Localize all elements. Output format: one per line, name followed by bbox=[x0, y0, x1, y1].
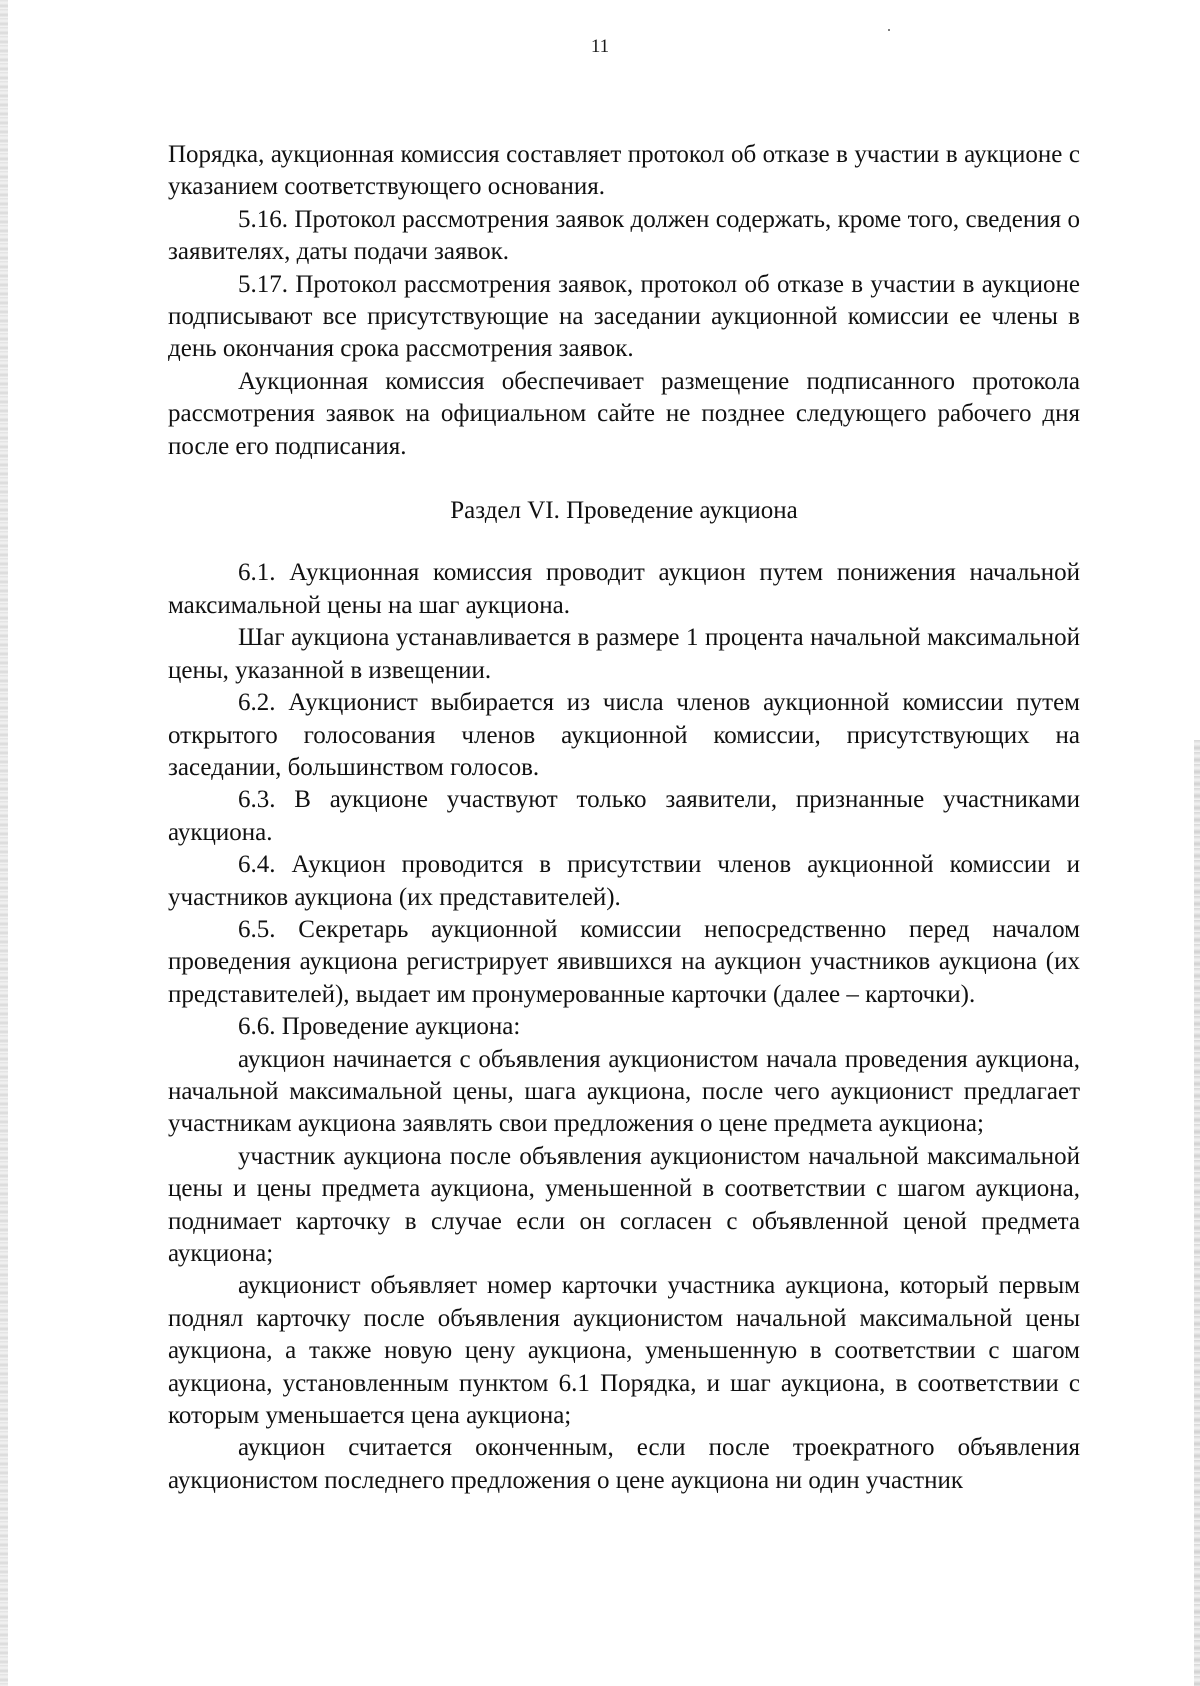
paragraph-participant-card: участник аукциона после объявления аукционистом начальной максимальной цены и цены предмета аукциона, уменьшенной в соответствии с шагом аукциона, поднимает карточку в случае если он согласен с объявленной ценой предмета аукциона; bbox=[168, 1142, 1080, 1267]
paragraph-auction-step: Шаг аукциона устанавливается в размере 1 процента начальной максимальной цены, указанной в извещении. bbox=[168, 624, 1080, 684]
document-body bbox=[168, 139, 1080, 1497]
paragraph-6-4: 6.4. Аукцион проводится в присутствии членов аукционной комиссии и участников аукциона (их представителей). bbox=[168, 851, 1080, 911]
page-number: 11 bbox=[590, 36, 610, 57]
paragraph-commission-publication: Аукционная комиссия обеспечивает размещение подписанного протокола рассмотрения заявок на официальном сайте не позднее следующего рабочего дня после его подписания. bbox=[168, 367, 1080, 460]
scan-edge-left bbox=[0, 0, 8, 1686]
paragraph-auctioneer-announces: аукционист объявляет номер карточки участника аукциона, который первым поднял карточку после объявления аукционистом начальной максимальной цены аукциона, а также новую цену аукциона, уменьшенную в соответствии с шагом аукциона, установленным пунктом 6.1 Порядка, и шаг аукциона, в соответствии с которым уменьшается цена аукциона; bbox=[168, 1272, 1080, 1430]
paragraph-5-17: 5.17. Протокол рассмотрения заявок, протокол об отказе в участии в аукционе подписывают все присутствующие на заседании аукционной комиссии ее члены в день окончания срока рассмотрения заявок. bbox=[168, 270, 1080, 363]
paragraph-auction-start: аукцион начинается с объявления аукционистом начала проведения аукциона, начальной максимальной цены, шага аукциона, после чего аукционист предлагает участникам аукциона заявлять свои предложения о цене предмета аукциона; bbox=[168, 1045, 1080, 1138]
paragraph-6-3: 6.3. В аукционе участвуют только заявители, признанные участниками аукциона. bbox=[168, 786, 1080, 846]
paragraph-6-1: 6.1. Аукционная комиссия проводит аукцион путем понижения начальной максимальной цены на шаг аукциона. bbox=[168, 559, 1080, 619]
scan-speck bbox=[888, 29, 890, 31]
paragraph-6-5: 6.5. Секретарь аукционной комиссии непосредственно перед началом проведения аукциона регистрирует явившихся на аукцион участников аукциона (их представителей), выдает им пронумерованные карточки (далее – карточки). bbox=[168, 915, 1080, 1008]
paragraph-6-6: 6.6. Проведение аукциона: bbox=[238, 1013, 521, 1041]
paragraph-auction-ends: аукцион считается оконченным, если после троекратного объявления аукционистом последнего предложения о цене аукциона ни один участник bbox=[168, 1434, 1080, 1494]
paragraph-5-16: 5.16. Протокол рассмотрения заявок должен содержать, кроме того, сведения о заявителях, даты подачи заявок. bbox=[168, 205, 1080, 266]
scan-edge-right bbox=[1194, 740, 1200, 1686]
paragraph-continuation: Порядка, аукционная комиссия составляет протокол об отказе в участии в аукционе с указанием соответствующего основания. bbox=[168, 141, 1080, 201]
paragraph-6-2: 6.2. Аукционист выбирается из числа членов аукционной комиссии путем открытого голосования членов аукционной комиссии, присутствующих на заседании, большинством голосов. bbox=[168, 689, 1080, 781]
section-heading: Раздел VI. Проведение аукциона bbox=[450, 497, 798, 525]
